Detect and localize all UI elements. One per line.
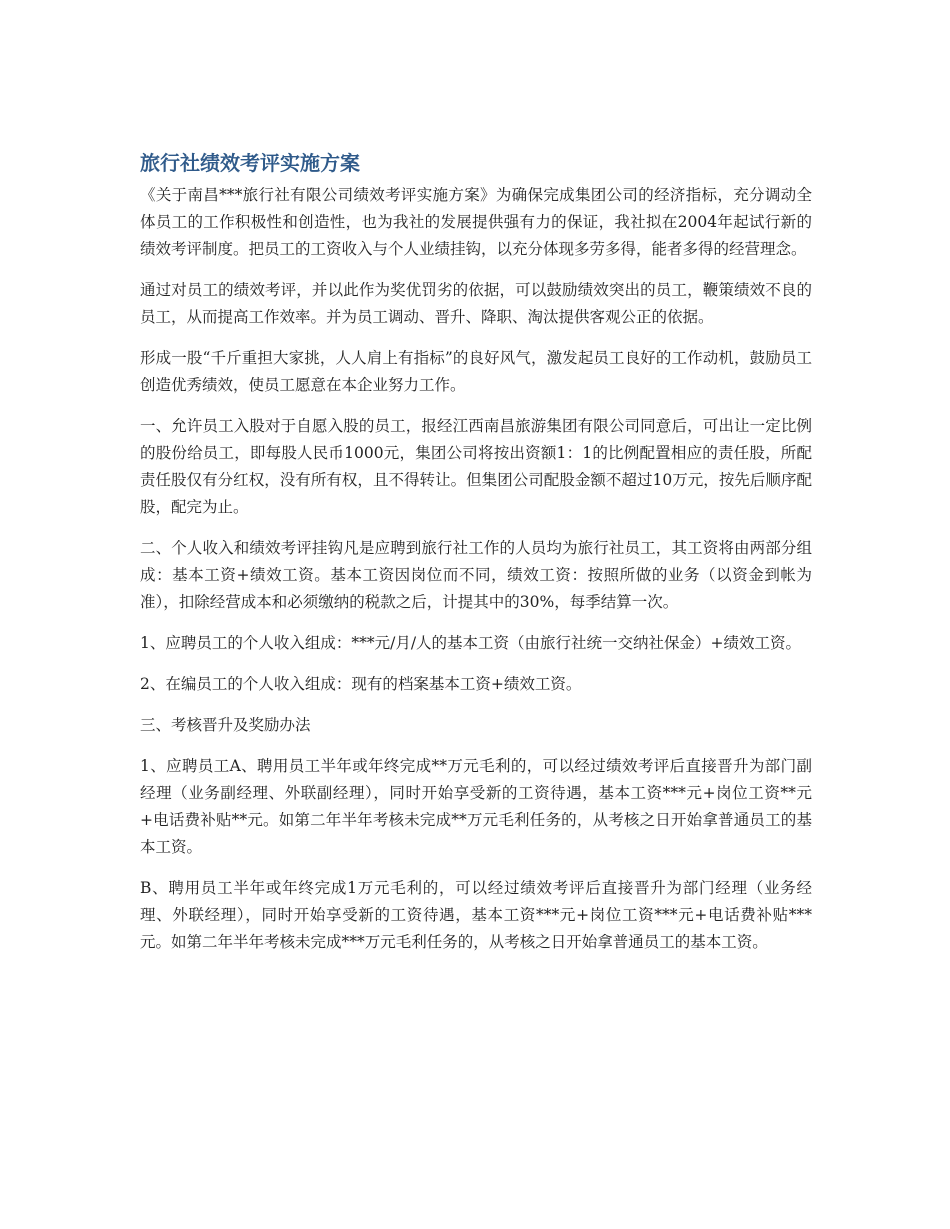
- paragraph-item-2: 2、在编员工的个人收入组成：现有的档案基本工资+绩效工资。: [140, 675, 582, 693]
- paragraph-section-3: 三、考核晋升及奖励办法: [140, 716, 311, 734]
- paragraph-atmosphere: 形成一股“千斤重担大家挑，人人肩上有指标”的良好风气，激发起员工良好的工作动机，鼓励员工创造优秀绩效，使员工愿意在本企业努力工作。: [140, 349, 812, 394]
- paragraph-section-1: 一、允许员工入股对于自愿入股的员工，报经江西南昌旅游集团有限公司同意后，可出让一定比例的股份给员工，即每股人民币1000元，集团公司将按出资额1：1的比例配置相应的责任股，所配责任股仅有分红权，没有所有权，且不得转让。但集团公司配股金额不超过10万元，按先后顺序配股，配完为止。: [140, 417, 812, 516]
- paragraph-item-a: 1、应聘员工A、聘用员工半年或年终完成**万元毛利的，可以经过绩效考评后直接晋升为部门副经理（业务副经理、外联副经理），同时开始享受新的工资待遇，基本工资***元+岗位工资**元+电话费补贴**元。如第二年半年考核未完成**万元毛利任务的，从考核之日开始拿普通员工的基本工资。: [140, 757, 812, 856]
- document-page: [140, 148, 812, 970]
- paragraph-section-2: 二、个人收入和绩效考评挂钩凡是应聘到旅行社工作的人员均为旅行社员工，其工资将由两部分组成：基本工资+绩效工资。基本工资因岗位而不同，绩效工资：按照所做的业务（以资金到帐为准），扣除经营成本和必须缴纳的税款之后，计提其中的30%，每季结算一次。: [140, 539, 812, 611]
- paragraph-intro: 《关于南昌***旅行社有限公司绩效考评实施方案》为确保完成集团公司的经济指标，充分调动全体员工的工作积极性和创造性，也为我社的发展提供强有力的保证，我社拟在2004年起试行新的绩效考评制度。把员工的工资收入与个人业绩挂钩，以充分体现多劳多得，能者多得的经营理念。: [140, 186, 812, 258]
- document-title: 旅行社绩效考评实施方案: [140, 151, 360, 175]
- paragraph-item-1: 1、应聘员工的个人收入组成：***元/月/人的基本工资（由旅行社统一交纳社保金）+绩效工资。: [140, 634, 802, 652]
- paragraph-item-b: B、聘用员工半年或年终完成1万元毛利的，可以经过绩效考评后直接晋升为部门经理（业务经理、外联经理），同时开始享受新的工资待遇，基本工资***元+岗位工资***元+电话费补贴***元。如第二年半年考核未完成***万元毛利任务的，从考核之日开始拿普通员工的基本工资。: [140, 879, 812, 951]
- paragraph-purpose: 通过对员工的绩效考评，并以此作为奖优罚劣的依据，可以鼓励绩效突出的员工，鞭策绩效不良的员工，从而提高工作效率。并为员工调动、晋升、降职、淘汰提供客观公正的依据。: [140, 281, 812, 326]
